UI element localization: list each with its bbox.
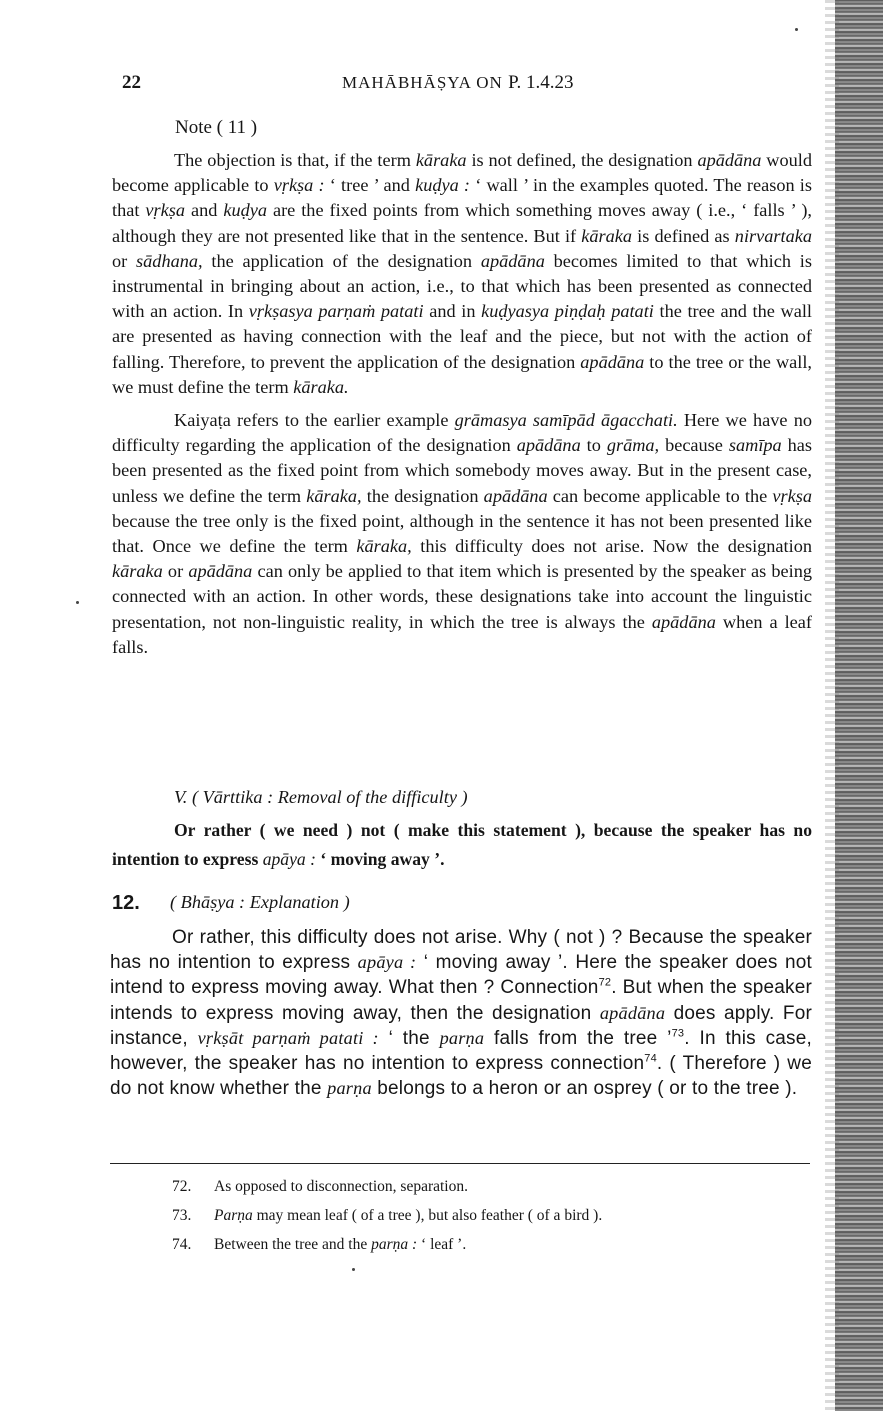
footnote-73 <box>172 1207 602 1225</box>
italic-term: grāma, <box>606 435 660 456</box>
footnote-number: 72. <box>172 1178 192 1195</box>
italic-term: vṛkṣa <box>145 200 185 221</box>
varttika-heading: V. ( Vārttika : Removal of the difficulty ) <box>174 787 468 807</box>
italic-term: kāraka, <box>356 536 412 557</box>
footnote-number: 73. <box>172 1207 192 1224</box>
italic-term: apādāna <box>188 561 253 582</box>
footnote-rule <box>110 1163 810 1164</box>
italic-term: grāmasya samīpād āgacchati. <box>454 410 678 431</box>
italic-term: apādāna <box>599 1002 666 1023</box>
speck <box>795 28 798 31</box>
italic-term: kāraka, <box>306 485 362 506</box>
footnote-ref: 72 <box>598 977 612 990</box>
italic-term: kāraka <box>415 150 467 170</box>
italic-term: kuḍyasya piṇḍaḥ patati <box>481 301 654 322</box>
italic-term: kāraka <box>581 225 633 246</box>
varttika-text <box>112 816 812 874</box>
italic-term: vṛkṣa <box>772 485 813 506</box>
footnote-ref: 73 <box>671 1027 685 1040</box>
varttika-paragraph: Or rather ( we need ) not ( make this statement ), because the speaker has no intention to express apāya : ‘ moving away ’. <box>112 820 812 869</box>
footnote-text: Between the tree and the parṇa : ‘ leaf ’. <box>214 1236 467 1253</box>
italic-term: kāraka. <box>293 376 349 397</box>
footnote-number: 74. <box>172 1236 192 1253</box>
page-number: 22 <box>122 72 141 93</box>
italic-term: kuḍya : <box>415 175 471 196</box>
note-label: Note ( 11 ) <box>175 117 258 138</box>
italic-term: parṇa : <box>371 1236 418 1253</box>
italic-term: apādāna <box>580 351 645 372</box>
italic-term: vṛkṣa : <box>273 175 325 196</box>
note-paragraph-2: Kaiyaṭa refers to the earlier example grāmasya samīpād āgacchati. Here we have no difficulty regarding the application of the designation apādāna to grāma, because samīpa has been presented as the fixed point from which somebody moves away. But in the present case, unless we define the term kāraka, the designation apādāna can become applicable to the vṛkṣa because the tree only is the fixed point, although in the sentence it has not been presented like that. Once we define the term kāraka, this difficulty does not arise. Now the designation kāraka or apādāna can only be applied to that item which is presented by the speaker as being connected with an action. In other words, these designations take into account the linguistic presentation, not non-linguistic reality, in which the tree is always the apādāna when a leaf falls. <box>112 410 813 657</box>
italic-term: vṛkṣasya parṇaṁ patati <box>248 301 424 322</box>
italic-term: apāya : <box>357 952 417 973</box>
italic-term: kuḍya <box>223 200 267 221</box>
footnote-text: As opposed to disconnection, separation. <box>214 1178 468 1195</box>
note-body <box>112 148 812 660</box>
section-number: 12. <box>112 892 140 914</box>
italic-term: apādāna <box>651 611 716 632</box>
running-title-reference: P. 1.4.23 <box>508 72 574 93</box>
italic-term: vṛkṣāt parṇaṁ patati : <box>197 1027 379 1048</box>
speck <box>352 1268 355 1271</box>
italic-term: Parṇa <box>214 1207 253 1224</box>
italic-term: apādāna <box>480 250 545 271</box>
footnote-text: Parṇa may mean leaf ( of a tree ), but also feather ( of a bird ). <box>214 1207 603 1224</box>
italic-term: nirvartaka <box>734 225 812 246</box>
bhasya-paragraph: Or rather, this difficulty does not arise. Why ( not ) ? Because the speaker has no intention to express apāya : ‘ moving away ’. Here the speaker does not intend to express moving away. What then ? Connection$^{72}$. But when the speaker intends to express moving away, then the designation apādāna does apply. For instance, vṛkṣāt parṇaṁ patati : ‘ the parṇa falls from the tree ’$^{73}$. In this case, however, the speaker has no intention to express connection$^{74}$. ( Therefore ) we do not know whether the parṇa belongs to a heron or an osprey ( or to the tree ). <box>110 927 813 1100</box>
running-title-text: MAHĀBHĀṢYA ON <box>342 73 503 92</box>
italic-term: parṇa <box>439 1027 485 1048</box>
footnote-72 <box>172 1178 468 1196</box>
page-edge-shadow <box>835 0 883 1411</box>
speck <box>76 601 79 604</box>
italic-term: sādhana, <box>136 250 203 271</box>
footnote-74 <box>172 1236 466 1254</box>
italic-term: parṇa <box>327 1078 372 1099</box>
italic-term: kāraka <box>112 561 163 582</box>
running-title <box>342 72 574 94</box>
italic-term: apādāna <box>516 435 581 456</box>
footnote-ref: 74 <box>644 1052 657 1065</box>
italic-term: samīpa <box>728 435 782 456</box>
section-heading: ( Bhāṣya : Explanation ) <box>170 892 350 912</box>
bhasya-text <box>110 925 812 1101</box>
italic-term: apādāna <box>483 485 548 506</box>
page-header <box>122 72 842 98</box>
note-paragraph-1: The objection is that, if the term kāraka is not defined, the designation apādāna would become applicable to vṛkṣa : ‘ tree ’ and kuḍya : ‘ wall ’ in the examples quoted. The reason is that vṛkṣa and kuḍya are the fixed points from which something moves away ( i.e., ‘ falls ’ ), although they are not presented like that in the sentence. But if kāraka is defined as nirvartaka or sādhana, the application of the designation apādāna becomes limited to that which is instrumental in bringing about an action, i.e., to that which has been presented as connected with an action. In vṛkṣasya parṇaṁ patati and in kuḍyasya piṇḍaḥ patati the tree and the wall are presented as having connection with the leaf and the piece, but not with the action of falling. Therefore, to prevent the application of the designation apādāna to the tree or the wall, we must define the term kāraka. <box>112 150 813 397</box>
italic-term: apādāna <box>697 150 762 170</box>
italic-term: apāya : <box>262 849 316 869</box>
